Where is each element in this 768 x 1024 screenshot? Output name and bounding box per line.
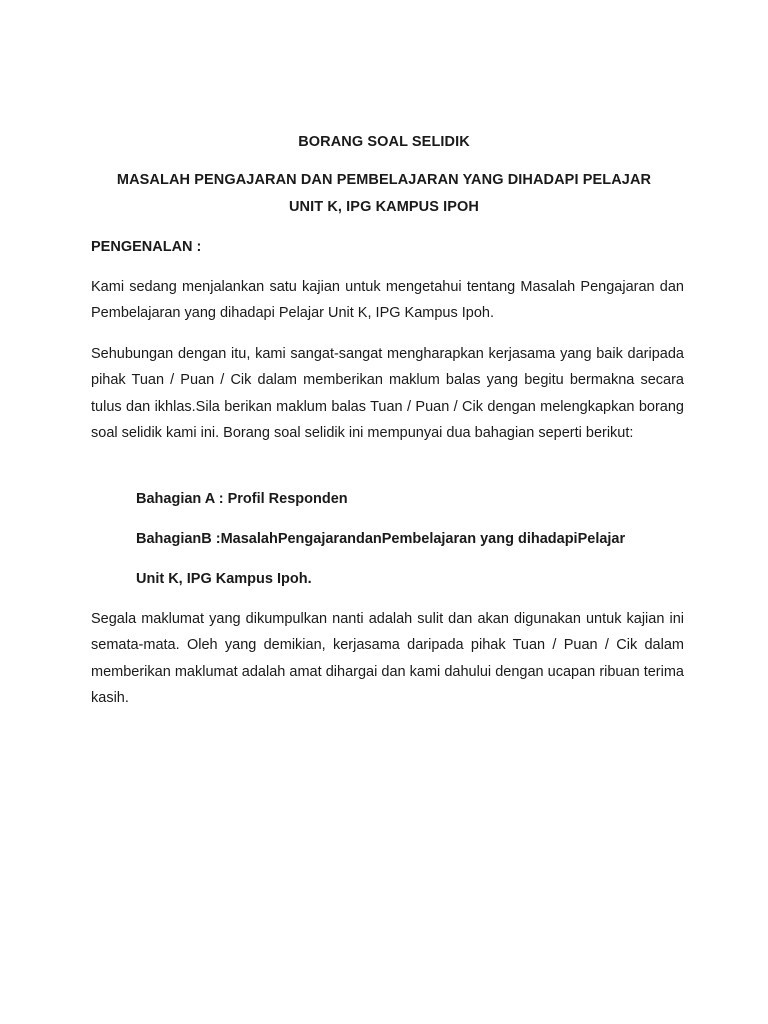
intro-paragraph-2: Sehubungan dengan itu, kami sangat-sangat mengharapkan kerjasama yang baik daripada pihak Tuan / Puan / Cik dalam memberikan maklum balas yang begitu bermakna secara tulus dan ikhlas.Sila berikan maklum balas Tuan / Puan / Cik dengan melengkapkan borang soal selidik kami ini. Borang soal selidik ini mempunyai dua bahagian seperti berikut: (91, 346, 684, 441)
part-b-label-line2: Unit K, IPG Kampus Ipoh. (136, 571, 312, 587)
section-heading-pengenalan: PENGENALAN : (91, 239, 202, 255)
document-subtitle-line2: UNIT K, IPG KAMPUS IPOH (288, 199, 479, 215)
part-b-label-line1: BahagianB :MasalahPengajarandanPembelajaran yang dihadapiPelajar (136, 531, 626, 547)
document-title: BORANG SOAL SELIDIK (298, 134, 470, 150)
document-subtitle-line1: MASALAH PENGAJARAN DAN PEMBELAJARAN YANG DIHADAPI PELAJAR (116, 172, 652, 188)
closing-paragraph: Segala maklumat yang dikumpulkan nanti adalah sulit dan akan digunakan untuk kajian ini semata-mata. Oleh yang demikian, kerjasama daripada pihak Tuan / Puan / Cik dalam memberikan maklumat adalah amat dihargai dan kami dahului dengan ucapan ribuan terima kasih. (91, 611, 684, 706)
intro-paragraph-1: Kami sedang menjalankan satu kajian untuk mengetahui tentang Masalah Pengajaran dan Pembelajaran yang dihadapi Pelajar Unit K, IPG Kampus Ipoh. (91, 279, 684, 322)
part-a-label: Bahagian A : Profil Responden (136, 491, 348, 507)
